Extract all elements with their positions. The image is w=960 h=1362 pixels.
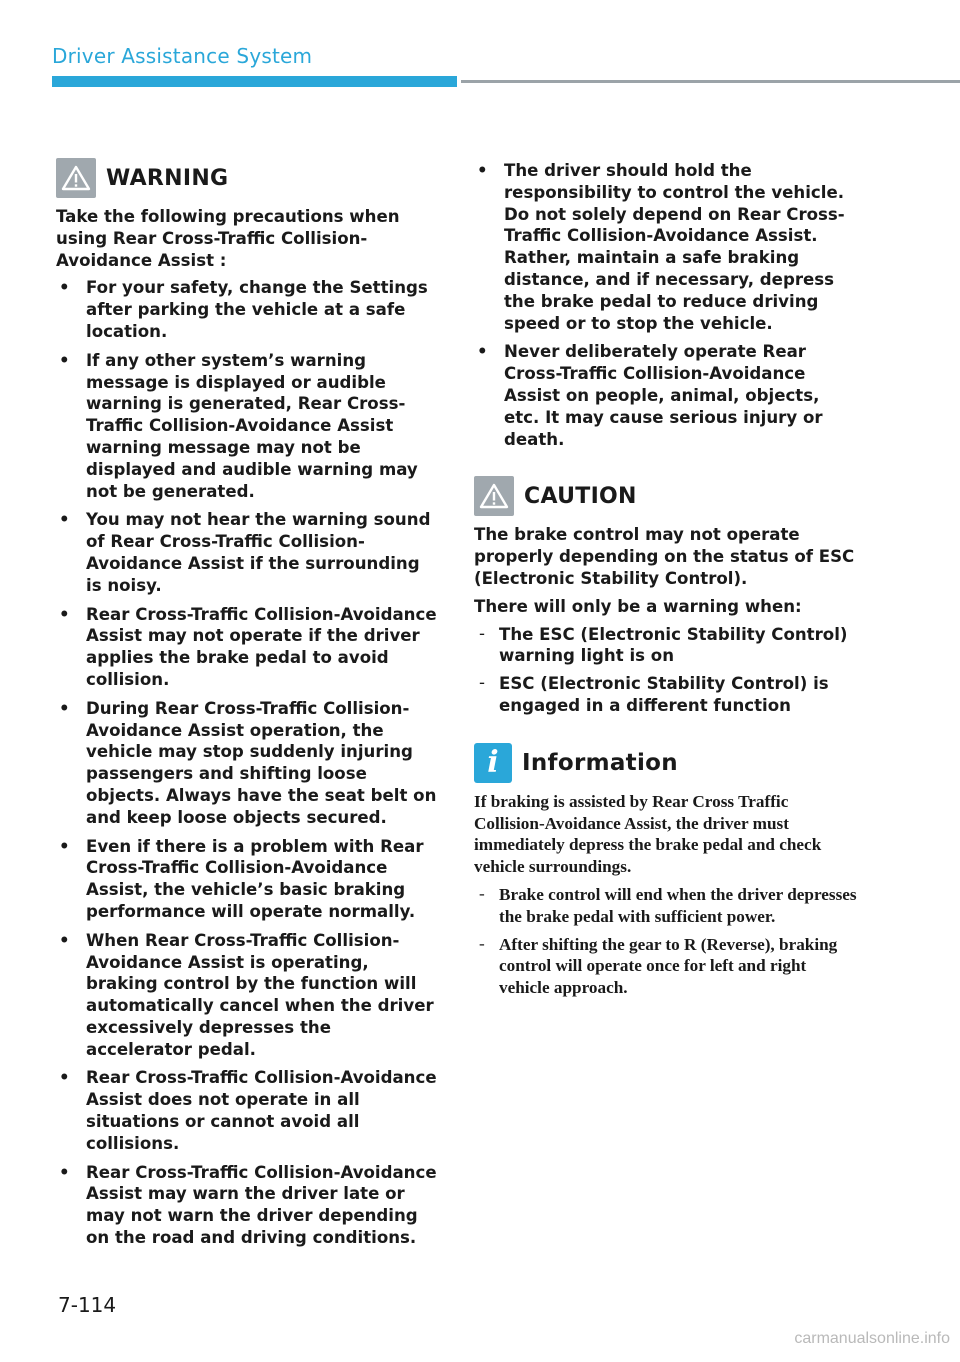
right-column xyxy=(474,160,858,1005)
header-accent-bar xyxy=(52,76,457,87)
list-item: • Never deliberately operate Rear Cross-Traffic Collision-Avoidance Assist on people, animal, objects, etc. It may cause serious injury or death. xyxy=(474,341,858,450)
page-number: 7-114 xyxy=(58,1293,117,1317)
list-item: - Brake control will end when the driver depresses the brake pedal with sufficient power. xyxy=(474,884,858,928)
watermark: carmanualsonline.info xyxy=(794,1330,950,1347)
list-item: • When Rear Cross-Traffic Collision-Avoidance Assist is operating, braking control by the function will automatically cancel when the driver excessively depresses the accelerator pedal. xyxy=(56,930,440,1061)
info-icon: i xyxy=(474,743,512,783)
caution-lead: The brake control may not operate properly depending on the status of ESC (Electronic Stability Control). xyxy=(474,525,855,588)
warning-list-continued xyxy=(474,160,858,450)
information-heading: Information xyxy=(522,749,678,776)
information-list xyxy=(474,884,858,999)
list-item: • Rear Cross-Traffic Collision-Avoidance Assist may warn the driver late or may not warn the driver depending on the road and driving conditions. xyxy=(56,1162,440,1249)
list-item: • During Rear Cross-Traffic Collision-Avoidance Assist operation, the vehicle may stop suddenly injuring passengers and shifting loose objects. Always have the seat belt on and keep loose objects secured. xyxy=(56,698,440,829)
warning-heading: WARNING xyxy=(106,165,229,191)
warning-header xyxy=(56,158,440,198)
list-item: • Rear Cross-Traffic Collision-Avoidance Assist does not operate in all situations or cannot avoid all collisions. xyxy=(56,1067,440,1154)
list-item: • For your safety, change the Settings after parking the vehicle at a safe location. xyxy=(56,277,440,342)
list-item: - After shifting the gear to R (Reverse), braking control will operate once for left and right vehicle approach. xyxy=(474,934,858,999)
list-item: - The ESC (Electronic Stability Control) warning light is on xyxy=(474,624,858,668)
list-item: • Even if there is a problem with Rear Cross-Traffic Collision-Avoidance Assist, the vehicle’s basic braking performance will operate normally. xyxy=(56,836,440,923)
list-item: • Rear Cross-Traffic Collision-Avoidance Assist may not operate if the driver applies the brake pedal to avoid collision. xyxy=(56,604,440,691)
information-lead: If braking is assisted by Rear Cross Traffic Collision-Avoidance Assist, the driver must immediately depress the brake pedal and check vehicle surroundings. xyxy=(474,791,822,877)
list-item: • You may not hear the warning sound of Rear Cross-Traffic Collision-Avoidance Assist if the surrounding is noisy. xyxy=(56,509,440,596)
list-item: • If any other system’s warning message is displayed or audible warning is generated, Rear Cross-Traffic Collision-Avoidance Assist warning message may not be displayed and audible warning may not be generated. xyxy=(56,350,440,503)
list-item: - ESC (Electronic Stability Control) is engaged in a different function xyxy=(474,673,858,717)
information-header xyxy=(474,743,858,783)
header-divider xyxy=(461,80,960,83)
warning-lead: Take the following precautions when using Rear Cross-Traffic Collision-Avoidance Assist : xyxy=(56,207,400,270)
warning-list xyxy=(56,277,440,1248)
warning-triangle-icon xyxy=(474,476,514,516)
caution-heading: CAUTION xyxy=(524,483,637,509)
caution-list xyxy=(474,624,858,717)
warning-triangle-icon xyxy=(56,158,96,198)
caution-lead-2: There will only be a warning when: xyxy=(474,596,802,616)
section-title: Driver Assistance System xyxy=(52,44,313,68)
list-item: • The driver should hold the responsibility to control the vehicle. Do not solely depend on Rear Cross-Traffic Collision-Avoidance Assist. Rather, maintain a safe braking distance, and if necessary, depress the brake pedal to reduce driving speed or to stop the vehicle. xyxy=(474,160,858,334)
caution-header xyxy=(474,476,858,516)
left-column xyxy=(56,158,440,1256)
